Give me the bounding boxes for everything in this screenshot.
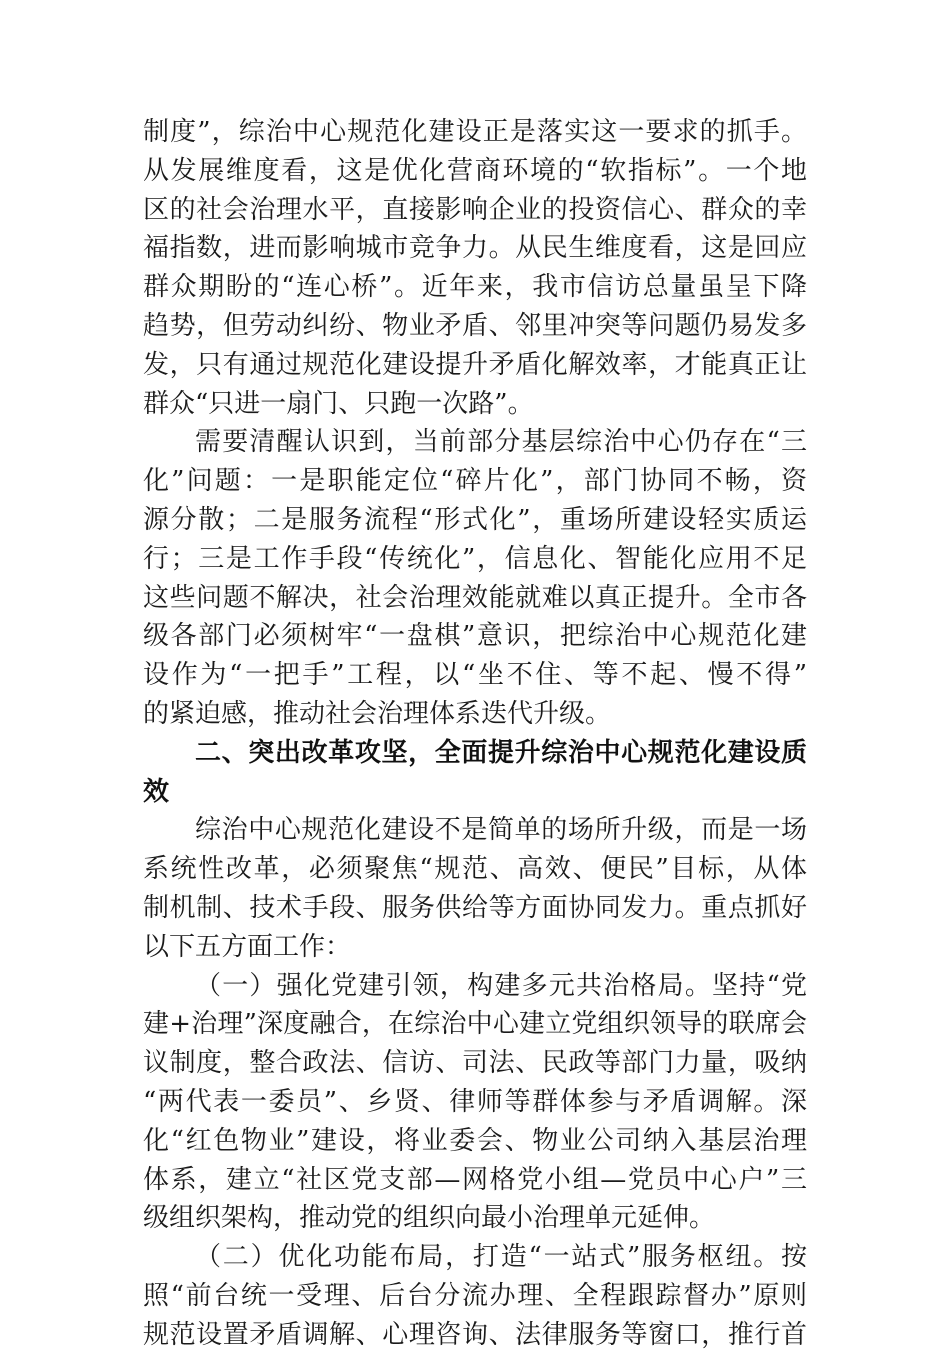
text-line: 系统性改革，必须聚焦“规范、高效、便民”目标，从体 — [143, 854, 807, 885]
text-line: 议制度，整合政法、信访、司法、民政等部门力量，吸纳 — [143, 1048, 807, 1079]
section-heading: 二、突出改革攻坚，全面提升综治中心规范化建设质 — [195, 737, 807, 768]
text-line: “两代表一委员”、乡贤、律师等群体参与矛盾调解。深 — [143, 1086, 807, 1117]
text-line: 的紧迫感，推动社会治理体系迭代升级。 — [143, 698, 612, 729]
text-line: 趋势，但劳动纠纷、物业矛盾、邻里冲突等问题仍易发多 — [143, 310, 807, 341]
text-line: 源分散；二是服务流程“形式化”，重场所建设轻实质运 — [143, 504, 807, 535]
text-line: 级组织架构，推动党的组织向最小治理单元延伸。 — [143, 1203, 716, 1234]
text-line: 制机制、技术手段、服务供给等方面协同发力。重点抓好 — [143, 892, 807, 923]
text-line: 建+治理”深度融合，在综治中心建立党组织领导的联席会 — [143, 1009, 807, 1040]
subsection-first-line: （二）优化功能布局，打造“一站式”服务枢纽。按 — [195, 1242, 807, 1273]
text-line: 照“前台统一受理、后台分流办理、全程跟踪督办”原则 — [143, 1280, 807, 1311]
text-line: 体系，建立“社区党支部—网格党小组—党员中心户”三 — [143, 1164, 807, 1195]
text-line: 设作为“一把手”工程，以“坐不住、等不起、慢不得” — [143, 660, 807, 691]
text-line: 制度”，综治中心规范化建设正是落实这一要求的抓手。 — [143, 117, 807, 147]
paragraph-first-line: 需要清醒认识到，当前部分基层综治中心仍存在“三 — [195, 427, 807, 458]
text-line: 群众“只进一扇门、只跑一次路”。 — [143, 388, 534, 419]
text-line: 群众期盼的“连心桥”。近年来，我市信访总量虽呈下降 — [143, 272, 807, 303]
paragraph-first-line: 综治中心规范化建设不是简单的场所升级，而是一场 — [195, 815, 807, 846]
text-line: 行；三是工作手段“传统化”，信息化、智能化应用不足 — [143, 543, 807, 574]
text-line: 规范设置矛盾调解、心理咨询、法律服务等窗口，推行首 — [143, 1319, 807, 1350]
text-line: 区的社会治理水平，直接影响企业的投资信心、群众的幸 — [143, 194, 807, 225]
text-line: 这些问题不解决，社会治理效能就难以真正提升。全市各 — [143, 582, 807, 613]
subsection-first-line: （一）强化党建引领，构建多元共治格局。坚持“党 — [195, 970, 807, 1001]
text-line: 级各部门必须树牢“一盘棋”意识，把综治中心规范化建 — [143, 621, 807, 652]
text-line: 发，只有通过规范化建设提升矛盾化解效率，才能真正让 — [143, 349, 807, 380]
text-line: 以下五方面工作： — [143, 931, 352, 962]
text-line: 从发展维度看，这是优化营商环境的“软指标”。一个地 — [143, 155, 807, 186]
text-line: 化”问题：一是职能定位“碎片化”，部门协同不畅，资 — [143, 466, 807, 497]
document-body — [143, 113, 807, 1355]
section-heading-continued: 效 — [143, 776, 170, 807]
text-line: 化“红色物业”建设，将业委会、物业公司纳入基层治理 — [143, 1125, 807, 1156]
text-line: 福指数，进而影响城市竞争力。从民生维度看，这是回应 — [143, 233, 807, 264]
